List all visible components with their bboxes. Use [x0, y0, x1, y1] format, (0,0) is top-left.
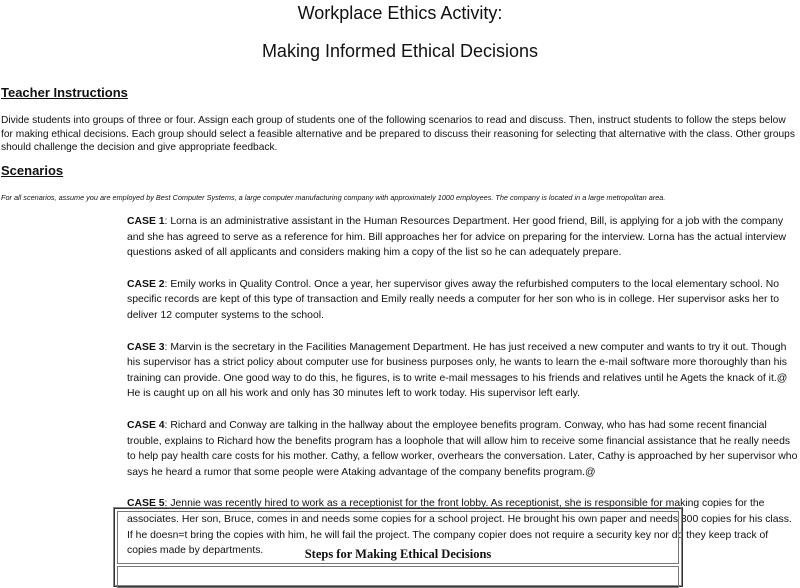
- scenarios-heading: Scenarios: [1, 163, 64, 178]
- case-4: [127, 418, 799, 480]
- teacher-instructions-heading: Teacher Instructions: [1, 85, 128, 100]
- scenarios-note: For all scenarios, assume you are employed by Best Computer Systems, a large computer manufacturing company with approximately 1000 employees. The company is located in a large metropolitan area.: [1, 193, 666, 202]
- case-text: : Marvin is the secretary in the Facilities Management Department. He has just received a new computer and wants to try it out. Though his supervisor has a strict policy about computer use for business purposes only, he wants to learn the e-mail software more thoroughly than his training can provide. One good way to do this, he figures, is to write e-mail messages to his friends and relatives until he Agets the knack of it.@ He is caught up on all his work and only has 30 minutes left to work today. His supervisor left early.: [127, 341, 788, 400]
- case-label: CASE 5: [127, 498, 165, 510]
- case-text: : Lorna is an administrative assistant in the Human Resources Department. Her good friend, Bill, is applying for a job with the company and she has agreed to serve as a reference for him. Bill approaches her for advice on preparing for the interview. Lorna has the actual interview questions asked of all applicants and considers making him a copy of the list so he can adequately prepare.: [127, 216, 787, 259]
- steps-row: [117, 566, 679, 588]
- case-label: CASE 2: [127, 278, 165, 290]
- case-1: [127, 214, 799, 261]
- teacher-instructions-text: Divide students into groups of three or four. Assign each group of students one of the following scenarios to read and discuss. Then, instruct students to follow the steps below for making ethical decisions. Each group should select a feasible alternative and be prepared to discuss their reasoning for selecting that alternative with the class. Other groups should challenge the decision and give appropriate feedback.: [1, 115, 795, 154]
- page-title-line1: Workplace Ethics Activity:: [297, 3, 503, 23]
- case-text: : Richard and Conway are talking in the hallway about the employee benefits program. Conway, who has had some recent financial trouble, explains to Richard how the benefits program has a loophole that will allow him to receive some financial assistance that he really needs to help pay health care costs for his mother. Cathy, a fellow worker, overhears the conversation. Later, Cathy is approached by her supervisor who says he heard a rumor that some people were Ataking advantage of the company benefits program.@: [127, 419, 798, 478]
- steps-table: [113, 507, 683, 587]
- steps-heading: Steps for Making Ethical Decisions: [117, 511, 679, 564]
- case-3: [127, 340, 799, 402]
- case-text: : Jennie was recently hired to work as a receptionist for the front lobby. As receptionist, she is responsible for making copies for the associates. Her son, Bruce, comes in and needs some copies for a school project. He brought his own paper and needs 300 copies for his class. If he doesn=t bring the copies with him, he will fail the project. The company copier does not require a security key nor do they keep track of copies made by departments.: [127, 498, 792, 557]
- case-text: : Emily works in Quality Control. Once a year, her supervisor gives away the refurbished computers to the local elementary school. No specific records are kept of this type of transaction and Emily really needs a computer for her son who is in college. Her supervisor asks her to deliver 12 computer systems to the school.: [127, 278, 780, 321]
- case-label: CASE 1: [127, 216, 165, 227]
- page-title-line2: Making Informed Ethical Decisions: [261, 41, 539, 61]
- case-2: [127, 277, 799, 324]
- case-label: CASE 3: [127, 341, 165, 353]
- case-label: CASE 4: [127, 419, 165, 431]
